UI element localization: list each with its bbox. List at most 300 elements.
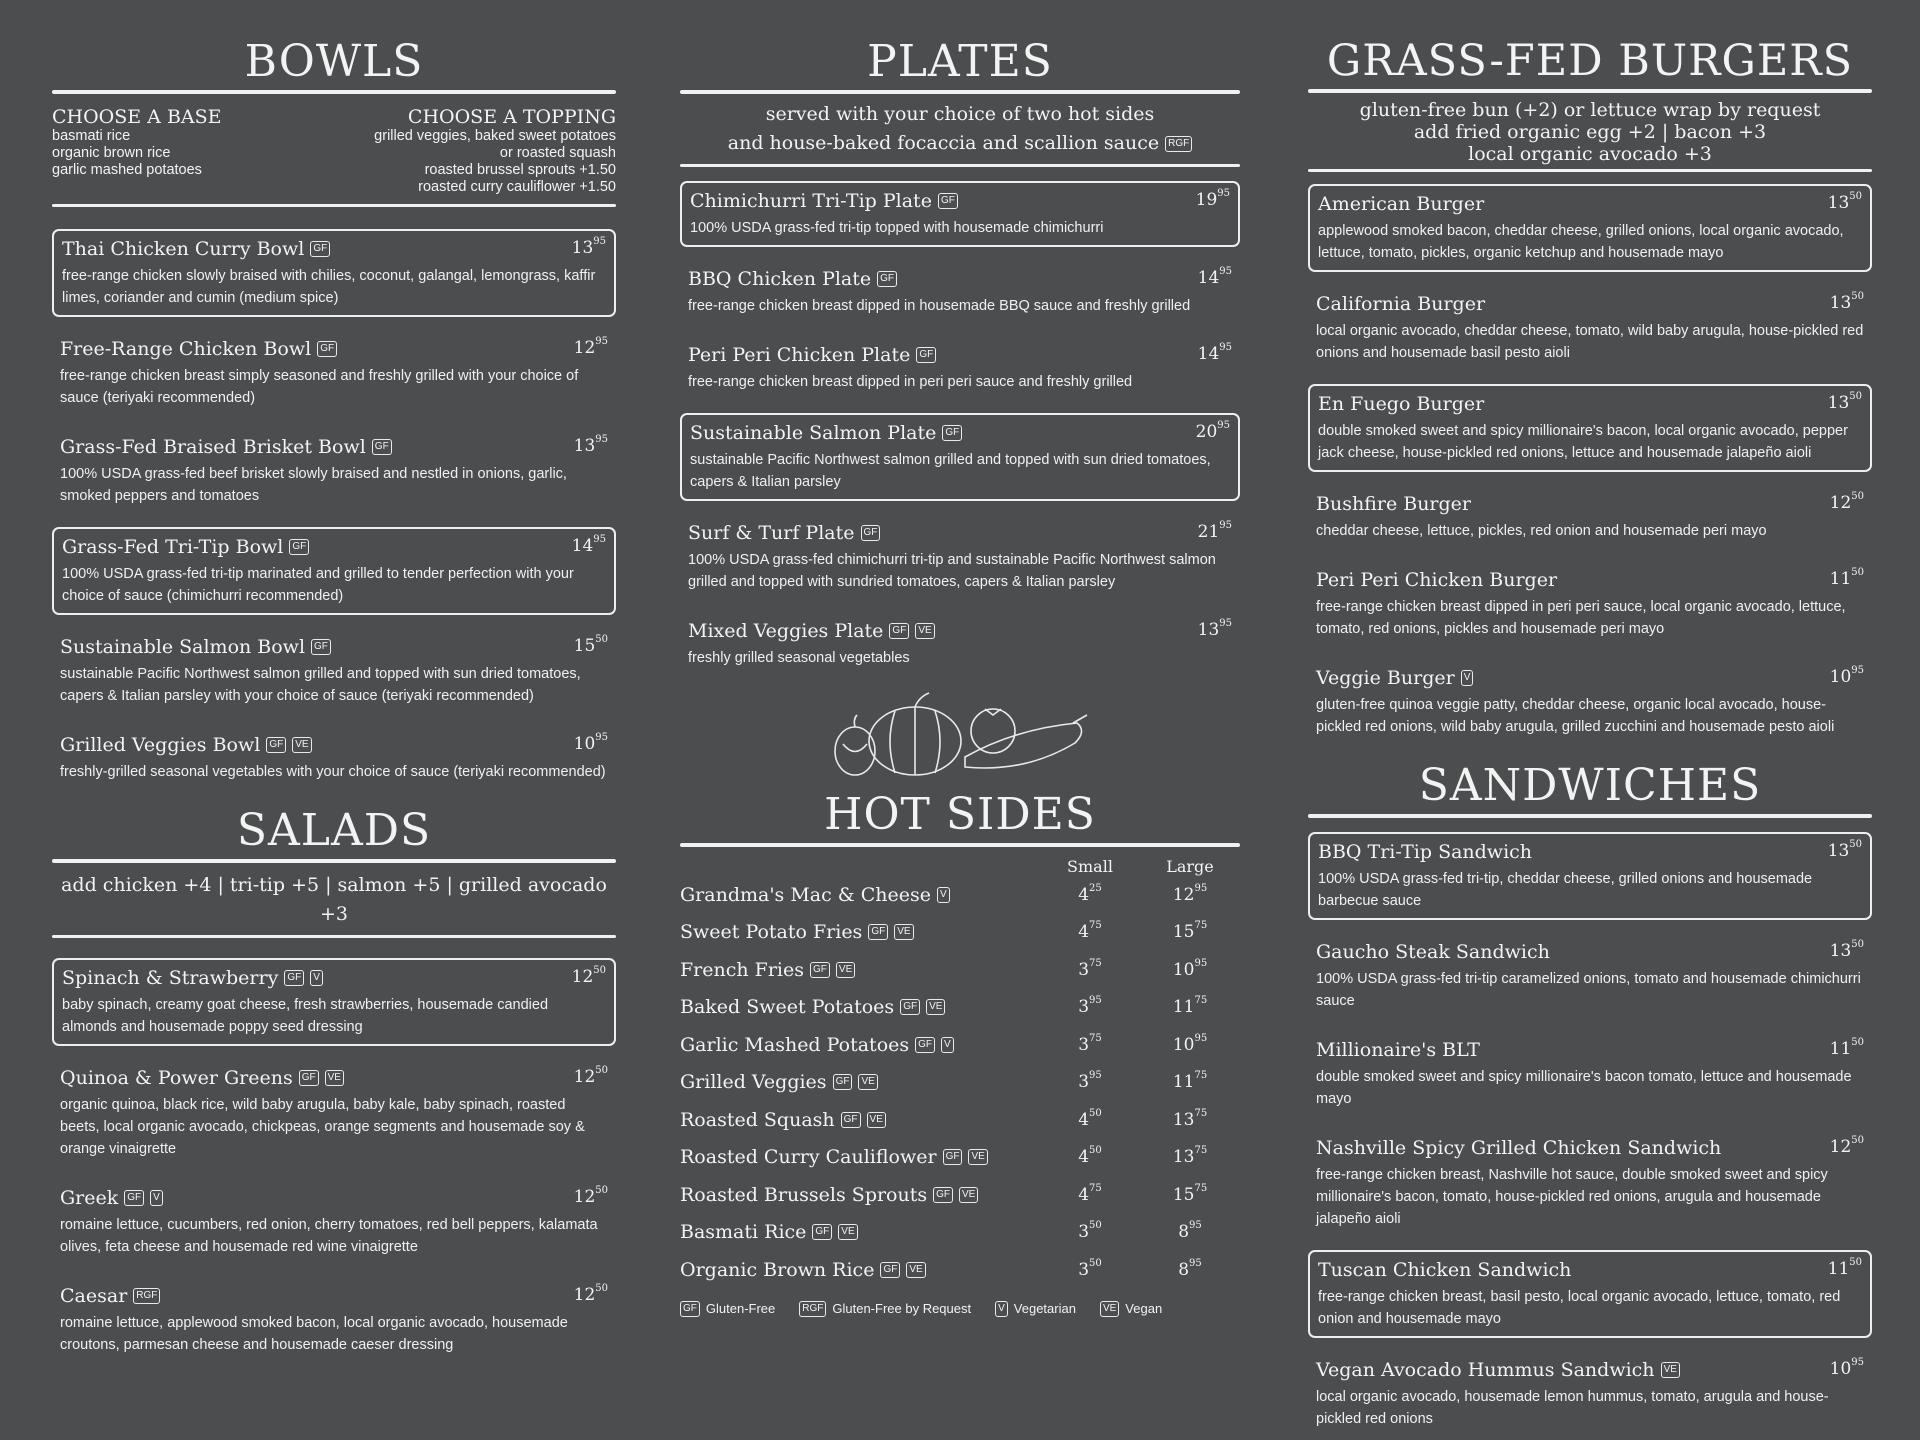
side-row [680,1064,1240,1102]
menu-item [52,629,616,713]
legend-label: Gluten-Free [705,1301,776,1316]
item-price [1830,1039,1864,1059]
small-dollars: 4 [1078,922,1090,943]
gf-badge: GF [124,1190,144,1206]
gf-badge: GF [938,193,958,209]
item-name: Free-Range Chicken Bowl [60,338,312,360]
item-name: Tuscan Chicken Sandwich [1318,1259,1572,1281]
price-cents: 50 [1851,939,1864,950]
gf-badge: GF [861,525,881,541]
item-price [574,436,608,456]
item-name: American Burger [1318,193,1485,215]
bowls-title: BOWLS [244,36,424,87]
price-dollars: 13 [1197,620,1220,640]
item-name-row [62,966,606,990]
topping-option: roasted curry cauliflower +1.50 [418,179,616,195]
item-name: BBQ Tri-Tip Sandwich [1318,841,1533,863]
side-row [680,1251,1240,1289]
item-description: free-range chicken breast simply seasoned and freshly grilled with your choice of sauce (teriyaki recommended) [60,368,579,406]
item-price [1830,493,1864,513]
gf-badge: GF [812,1224,832,1240]
price-cents: 50 [1851,491,1864,502]
side-row [680,1214,1240,1252]
item-price [1830,1359,1864,1379]
vegetables-illustration [825,689,1095,785]
small-price [1040,1222,1140,1242]
item-description: local organic avocado, housemade lemon hummus, tomato, arugula and house-pickled red onions [1316,1389,1829,1427]
salads-addons-rule [52,935,616,938]
price-cents: 95 [1219,342,1232,353]
item-name: Caesar [60,1285,128,1307]
item-name-row [1316,568,1864,592]
price-dollars: 13 [571,238,594,258]
item-name: Peri Peri Chicken Plate [688,344,911,366]
price-dollars: 13 [573,436,596,456]
price-cents: 95 [1217,420,1230,431]
side-name: Organic Brown Rice [680,1258,875,1281]
small-cents: 75 [1089,1032,1102,1044]
hot-sides-title-rule [680,843,1240,847]
plates-subtitle-line1: served with your choice of two hot sides [765,103,1155,125]
item-description: double smoked sweet and spicy millionaire's bacon, local organic avocado, pepper jack cheese, house-pickled red onions, lettuce and housemade jalapeño aioli [1318,423,1848,461]
side-name: Grilled Veggies [680,1071,827,1094]
burgers-subtitle-rule [1308,169,1872,172]
large-price [1140,1182,1240,1205]
base-header: CHOOSE A BASE [52,106,222,128]
ve-badge: VE [959,1187,978,1203]
item-name-row [60,1186,608,1210]
item-price [1830,667,1864,687]
large-price [1140,1257,1240,1280]
v-badge: V [937,887,950,903]
item-price [1198,344,1232,364]
side-row [680,914,1240,952]
item-name: Mixed Veggies Plate [688,620,884,642]
item-description: 100% USDA grass-fed beef brisket slowly braised and nestled in onions, garlic, smoked peppers and tomatoes [60,466,567,504]
gf-badge: GF [310,241,330,257]
small-dollars: 3 [1078,997,1090,1018]
small-price [1040,1147,1140,1167]
item-price [1830,569,1864,589]
item-name-row [60,733,608,757]
price-cents: 95 [1219,266,1232,277]
item-name-row [60,337,608,361]
small-dollars: 3 [1078,1259,1090,1280]
item-name-row [688,619,1232,643]
price-cents: 50 [1849,191,1862,202]
item-price [574,636,608,656]
gf-badge: GF [880,1262,900,1278]
price-cents: 95 [593,534,606,545]
item-price [574,1187,608,1207]
large-cents: 75 [1194,1070,1208,1082]
plates-title-rule [680,90,1240,94]
small-dollars: 4 [1078,1109,1090,1130]
item-description: 100% USDA grass-fed chimichurri tri-tip and sustainable Pacific Northwest salmon grilled and topped with sundried tomatoes, capers & Italian parsley [688,552,1216,590]
large-cents: 75 [1194,1182,1208,1194]
side-row [680,1139,1240,1177]
large-cents: 95 [1189,1257,1202,1269]
bowls-title-rule [52,90,616,94]
small-dollars: 4 [1078,884,1090,905]
large-cents: 95 [1189,1220,1202,1232]
gf-badge: GF [943,1149,963,1165]
item-name: BBQ Chicken Plate [688,268,872,290]
item-name-row [688,267,1232,291]
item-description: free-range chicken breast dipped in peri peri sauce and freshly grilled [688,374,1133,390]
item-price [1828,1259,1862,1279]
ve-badge: VE [836,962,855,978]
menu-item [52,331,616,415]
side-name-row [680,1034,1040,1056]
menu-item [52,229,616,317]
gf-badge: GF [916,347,936,363]
large-price [1140,922,1240,942]
price-cents: 95 [1219,520,1232,531]
item-name: Grass-Fed Braised Brisket Bowl [60,436,366,458]
price-cents: 95 [1217,188,1230,199]
gf-badge: GF [933,1187,953,1203]
small-price [1040,922,1140,942]
price-dollars: 12 [1829,493,1852,513]
gf-badge: GF [289,539,309,555]
ve-badge: VE [915,623,934,639]
bowls-header-rule [52,204,616,207]
item-description: local organic avocado, cheddar cheese, tomato, wild baby arugula, house-pickled red onions and housemade basil pesto aioli [1316,323,1864,361]
side-row [680,951,1240,989]
item-description: baby spinach, creamy goat cheese, fresh strawberries, housemade candied almonds and housemade poppy seed dressing [62,997,549,1035]
sandwiches-title: SANDWICHES [1418,760,1762,811]
price-dollars: 10 [573,734,596,754]
price-dollars: 13 [1827,393,1850,413]
menu-item [680,413,1240,501]
side-name-row [680,959,1040,981]
column-bowls-salads [52,0,616,1440]
burgers-sub3: local organic avocado +3 [1468,143,1712,165]
sides-list [680,876,1240,1289]
price-dollars: 13 [1829,293,1852,313]
item-name: Grass-Fed Tri-Tip Bowl [62,536,284,558]
salads-list [52,958,616,1362]
gf-badge: GF [841,1112,861,1128]
price-dollars: 12 [573,1187,596,1207]
side-name-row [680,1184,1040,1206]
item-description: sustainable Pacific Northwest salmon grilled and topped with sun dried tomatoes, capers & Italian parsley [690,452,1211,490]
menu-item [52,727,616,789]
small-price [1040,1072,1140,1092]
menu-item [52,1180,616,1264]
price-cents: 50 [1851,567,1864,578]
price-dollars: 12 [573,1067,596,1087]
side-name-row [680,1259,1040,1281]
gf-badge: GF [868,924,888,940]
menu-item [1308,1130,1872,1236]
item-name: Spinach & Strawberry [62,967,279,989]
price-dollars: 14 [1197,344,1220,364]
side-name-row [680,1071,1040,1093]
gf-badge: GF [266,737,286,753]
item-description: organic quinoa, black rice, wild baby arugula, baby kale, baby spinach, roasted beets, local organic avocado, chickpeas, orange segments and housemade soy & orange vinaigrette [60,1097,585,1157]
burgers-list [1308,184,1872,744]
item-description: 100% USDA grass-fed tri-tip marinated and grilled to tender perfection with your choice of sauce (chimichurri recommended) [62,566,574,604]
small-cents: 75 [1089,1182,1102,1194]
small-cents: 25 [1089,882,1102,894]
small-dollars: 3 [1078,959,1090,980]
item-description: 100% USDA grass-fed tri-tip, cheddar cheese, grilled onions and housemade barbecue sauce [1318,871,1813,909]
large-price [1140,1072,1240,1092]
item-price [1828,841,1862,861]
burgers-title-rule [1308,89,1872,93]
menu-item [1308,486,1872,548]
item-name-row [1318,1258,1862,1282]
menu-item [1308,934,1872,1018]
choose-base [52,106,222,196]
gf-badge: GF [372,439,392,455]
burgers-title: GRASS-FED BURGERS [1326,36,1854,86]
large-price [1140,997,1240,1017]
topping-option: or roasted squash [499,145,616,161]
small-dollars: 4 [1078,1147,1090,1168]
gf-badge: GF [810,962,830,978]
large-dollars: 13 [1172,1147,1195,1168]
bowls-choose-block [52,106,616,196]
base-option: organic brown rice [52,145,171,161]
item-name-row [62,237,606,261]
ve-badge: VE [968,1149,987,1165]
price-cents: 50 [595,1283,608,1294]
small-cents: 50 [1089,1257,1102,1269]
price-dollars: 10 [1829,667,1852,687]
small-price [1040,1182,1140,1205]
sides-size-header [680,857,1240,876]
item-name: Thai Chicken Curry Bowl [62,238,305,260]
item-price [1830,293,1864,313]
price-cents: 95 [1219,618,1232,629]
item-price [1828,393,1862,413]
price-cents: 95 [595,434,608,445]
rgf-badge: RGF [133,1288,160,1304]
plates-subtitle [680,100,1240,158]
item-description: romaine lettuce, applewood smoked bacon, local organic avocado, housemade croutons, parmesan cheese and housemade caeser dressing [60,1315,568,1353]
plates-subtitle-rule [680,164,1240,167]
menu-item [52,527,616,615]
item-price [1198,522,1232,542]
large-cents: 75 [1194,1145,1208,1157]
item-price [1198,268,1232,288]
large-dollars: 8 [1178,1222,1190,1243]
small-cents: 50 [1089,1145,1102,1157]
large-cents: 75 [1194,1107,1208,1119]
item-name-row [1318,392,1862,416]
gf-badge: GF [942,425,962,441]
item-name-row [60,1284,608,1308]
legend-item [799,1301,971,1317]
price-dollars: 10 [1829,1359,1852,1379]
side-row [680,876,1240,914]
column-burgers-sandwiches [1308,0,1872,1440]
price-dollars: 11 [1829,569,1852,589]
item-name: Sustainable Salmon Plate [690,422,937,444]
side-name-row [680,921,1040,943]
gf-badge: GF [915,1037,935,1053]
small-price [1040,1032,1140,1055]
large-price [1140,1107,1240,1130]
menu-item [680,515,1240,599]
legend-item [680,1301,775,1317]
ve-badge: VE [906,1262,925,1278]
gf-badge: GF [833,1074,853,1090]
small-dollars: 3 [1078,1222,1090,1243]
item-name: Surf & Turf Plate [688,522,855,544]
item-name-row [1316,1038,1864,1062]
small-price [1040,997,1140,1017]
topping-header: CHOOSE A TOPPING [407,106,616,128]
large-dollars: 15 [1172,922,1195,943]
menu-item [1308,1032,1872,1116]
sandwiches-list [1308,832,1872,1436]
small-cents: 95 [1089,1070,1102,1082]
small-price [1040,882,1140,905]
side-name: Roasted Curry Cauliflower [680,1146,937,1169]
price-cents: 50 [1851,1135,1864,1146]
ve-badge: VE [325,1070,344,1086]
item-name-row [1316,492,1864,516]
price-cents: 95 [593,236,606,247]
column-plates-sides [680,0,1240,1440]
menu-item [52,1060,616,1166]
price-dollars: 12 [1829,1137,1852,1157]
price-dollars: 13 [1827,841,1850,861]
large-cents: 95 [1194,957,1208,969]
item-price [1830,941,1864,961]
price-cents: 50 [1849,1257,1862,1268]
plates-subtitle-line2 [680,129,1240,158]
large-cents: 75 [1194,920,1208,932]
item-name-row [688,521,1232,545]
side-name: Grandma's Mac & Cheese [680,883,932,906]
item-name-row [1316,940,1864,964]
small-cents: 50 [1089,1107,1102,1119]
small-cents: 75 [1089,920,1102,932]
legend-label: Vegetarian [1013,1301,1076,1316]
item-name: Grilled Veggies Bowl [60,734,261,756]
menu-item [52,1278,616,1362]
item-name: California Burger [1316,293,1486,315]
item-name: Gaucho Steak Sandwich [1316,941,1550,963]
large-price [1140,1222,1240,1242]
menu-item [1308,660,1872,744]
price-dollars: 19 [1195,190,1218,210]
price-cents: 50 [595,1065,608,1076]
menu-item [680,181,1240,247]
large-dollars: 12 [1172,884,1195,905]
item-price [572,967,606,987]
menu-item [1308,384,1872,472]
item-description: romaine lettuce, cucumbers, red onion, cherry tomatoes, red bell peppers, kalamata olives, feta cheese and housemade red wine vinaigrette [60,1217,598,1255]
item-price [572,238,606,258]
large-cents: 95 [1194,1032,1208,1044]
gf-badge: GF [877,271,897,287]
item-price [1828,193,1862,213]
menu-item [1308,562,1872,646]
side-name: Baked Sweet Potatoes [680,996,895,1019]
small-price [1040,1107,1140,1130]
rgf-badge: RGF [799,1301,826,1317]
price-dollars: 15 [573,636,596,656]
salads-title: SALADS [236,805,432,856]
price-dollars: 12 [573,338,596,358]
price-dollars: 11 [1827,1259,1850,1279]
large-dollars: 11 [1172,1072,1195,1093]
item-description: free-range chicken breast dipped in housemade BBQ sauce and freshly grilled [688,298,1191,314]
item-name-row [690,421,1230,445]
item-price [1196,190,1230,210]
price-dollars: 21 [1197,522,1220,542]
price-cents: 95 [1851,1357,1864,1368]
v-badge: V [150,1190,163,1206]
large-price [1140,1032,1240,1055]
large-price [1140,882,1240,905]
base-option: basmati rice [52,128,131,144]
menu-item [52,958,616,1046]
price-cents: 50 [1851,291,1864,302]
item-price [574,338,608,358]
small-cents: 95 [1089,995,1102,1007]
ve-badge: VE [292,737,311,753]
gf-badge: GF [284,970,304,986]
menu-item [680,337,1240,399]
salads-addons: add chicken +4 | tri-tip +5 | salmon +5 | grilled avocado +3 [61,874,607,925]
ve-badge: VE [867,1112,886,1128]
legend-item [995,1301,1076,1317]
choose-topping [374,106,616,196]
price-cents: 95 [595,732,608,743]
legend-label: Gluten-Free by Request [832,1301,972,1316]
side-row [680,1176,1240,1214]
side-name: French Fries [680,958,805,981]
side-name: Sweet Potato Fries [680,921,863,944]
base-list [52,128,222,179]
side-name-row [680,996,1040,1018]
menu-item [1308,1250,1872,1338]
item-description: free-range chicken slowly braised with chilies, coconut, galangal, lemongrass, kaffir limes, coriander and cumin (medium spice) [62,268,596,306]
side-row [680,1101,1240,1139]
item-name-row [60,635,608,659]
salads-title-rule [52,859,616,863]
side-name-row [680,1109,1040,1131]
gf-badge: GF [317,341,337,357]
price-dollars: 13 [1827,193,1850,213]
item-name: Veggie Burger [1316,667,1455,689]
topping-option: roasted brussel sprouts +1.50 [424,162,616,178]
item-description: cheddar cheese, lettuce, pickles, red onion and housemade peri mayo [1316,523,1767,539]
item-price [574,1067,608,1087]
burgers-subtitle [1308,99,1872,165]
large-cents: 75 [1194,995,1208,1007]
item-name: Nashville Spicy Grilled Chicken Sandwich [1316,1137,1722,1159]
menu-item [1308,832,1872,920]
item-name: Chimichurri Tri-Tip Plate [690,190,932,212]
menu-item [1308,184,1872,272]
item-description: free-range chicken breast, basil pesto, local organic avocado, lettuce, tomato, red onion and housemade mayo [1318,1289,1841,1327]
item-name: Vegan Avocado Hummus Sandwich [1316,1359,1655,1381]
burgers-sub2: add fried organic egg +2 | bacon +3 [1413,121,1767,143]
price-cents: 95 [595,336,608,347]
v-badge: V [995,1301,1008,1317]
small-cents: 75 [1089,957,1102,969]
item-name: Sustainable Salmon Bowl [60,636,306,658]
topping-option: grilled veggies, baked sweet potatoes [374,128,616,144]
